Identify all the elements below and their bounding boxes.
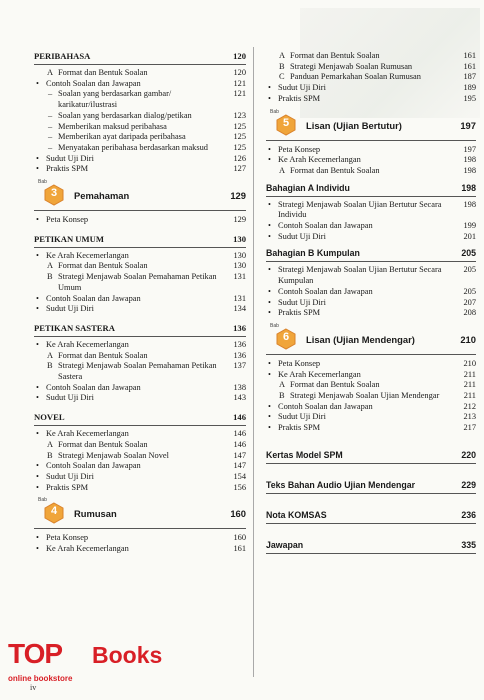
entry-text: • Peta Konsep [46, 215, 89, 225]
appendix-page: 220 [461, 449, 476, 460]
entry-text: • Contoh Soalan dan Jawapan [278, 221, 373, 231]
bab-label: Bab [38, 497, 47, 504]
toc-entry [34, 294, 246, 305]
toc-entry [266, 51, 476, 62]
toc-entry [34, 132, 246, 143]
kumpulan-list [266, 265, 476, 319]
entry-text: • Sudut Uji Diri [278, 412, 326, 422]
entry-page: 189 [463, 83, 476, 93]
chapter-title: Lisan (Ujian Mendengar) [306, 333, 415, 345]
appendix-page: 236 [461, 509, 476, 520]
appendix-page: 229 [461, 479, 476, 490]
left-column [34, 51, 246, 555]
entry-page: 130 [233, 261, 246, 271]
appendix-title: Teks Bahan Audio Ujian Mendengar [266, 479, 416, 490]
toc-entry [266, 308, 476, 319]
toc-entry [266, 200, 476, 221]
entry-letter: A [47, 439, 54, 449]
entry-letter: A [47, 350, 54, 360]
toc-entry [34, 164, 246, 175]
toc-entry [34, 461, 246, 472]
entry-text: • Sudut Uji Diri [46, 393, 94, 403]
entry-page: 213 [463, 412, 476, 422]
toc-entry [34, 393, 246, 404]
entry-text: Panduan Pemarkahan Soalan Rumusan [290, 72, 421, 82]
chapter-title: Lisan (Ujian Bertutur) [306, 119, 402, 131]
entry-text: • Ke Arah Kecemerlangan [46, 250, 129, 260]
entry-page: 127 [233, 164, 246, 174]
entry-text: Format dan Bentuk Soalan [290, 165, 380, 175]
toc-entry [266, 72, 476, 83]
appendix-page: 335 [461, 539, 476, 550]
section-page: 146 [233, 412, 246, 423]
toc-entry [266, 62, 476, 73]
entry-page: 211 [463, 380, 476, 390]
entry-page: 123 [233, 110, 246, 120]
chapter-page: 160 [230, 508, 246, 520]
appendix-entry [266, 510, 476, 524]
entry-page: 217 [463, 423, 476, 433]
toc-entry [266, 287, 476, 298]
entry-text: Strategi Menjawab Soalan Pemahaman Petikan Umum [58, 272, 217, 292]
entry-text: • Contoh Soalan dan Jawapan [46, 382, 141, 392]
section-title: PETIKAN UMUM [34, 233, 104, 244]
entry-letter: A [47, 68, 54, 77]
entry-page: 205 [463, 286, 476, 296]
entry-text: • Praktis SPM [46, 164, 89, 174]
petikan-sastera-list [34, 340, 246, 404]
entry-text: • Sudut Uji Diri [46, 471, 94, 481]
novel-list [34, 429, 246, 493]
section-page: 120 [233, 51, 246, 61]
toc-entry [34, 143, 246, 154]
entry-page: 197 [463, 144, 476, 154]
chapter-4-banner [34, 497, 246, 529]
entry-text: Strategi Menjawab Soalan Rumusan [290, 61, 413, 71]
entry-page: 187 [463, 72, 476, 82]
logo-top-text: TOP [8, 638, 63, 669]
entry-page: 198 [463, 165, 476, 175]
entry-page: 130 [233, 250, 246, 260]
peribahasa-list [34, 68, 246, 175]
toc-entry [34, 483, 246, 494]
appendix-entry [266, 450, 476, 464]
toc-entry [266, 83, 476, 94]
toc-entry [266, 298, 476, 309]
entry-letter: B [279, 61, 285, 71]
toc-entry [34, 79, 246, 90]
entry-text: • Peta Konsep [278, 358, 321, 368]
toc-entry [34, 340, 246, 351]
entry-page: 136 [233, 339, 246, 349]
entry-page: 211 [463, 369, 476, 379]
appendix-entry [266, 540, 476, 554]
entry-page: 131 [233, 293, 246, 303]
entry-page: 199 [463, 221, 476, 231]
section-title: PERIBAHASA [34, 51, 91, 61]
entry-page: 195 [463, 93, 476, 103]
entry-page: 121 [233, 89, 246, 99]
entry-letter: A [279, 51, 286, 60]
logo-books-text: Books [92, 642, 163, 668]
toc-entry [34, 304, 246, 315]
entry-text: • Contoh Soalan dan Jawapan [278, 401, 373, 411]
entry-letter: A [47, 261, 54, 271]
chapter-page: 197 [460, 119, 476, 131]
entry-page: 156 [233, 482, 246, 492]
entry-text: • Sudut Uji Diri [46, 304, 94, 314]
chapter-number: 6 [282, 330, 290, 343]
entry-page: 131 [233, 272, 246, 282]
appendix-entry [266, 480, 476, 494]
chapter-5-list [266, 145, 476, 177]
toc-entry [34, 154, 246, 165]
entry-page: 161 [233, 544, 246, 554]
toc-entry [34, 351, 246, 362]
bab-label: Bab [270, 322, 279, 329]
entry-text: • Praktis SPM [278, 423, 321, 433]
section-page: 205 [461, 248, 476, 259]
section-page: 130 [233, 233, 246, 244]
entry-page: 125 [233, 121, 246, 131]
entry-page: 137 [233, 361, 246, 371]
chapter-number: 3 [50, 187, 58, 200]
entry-page: 146 [233, 429, 246, 439]
toc-entry [34, 533, 246, 544]
toc-entry [266, 145, 476, 156]
section-title: Bahagian A Individu [266, 182, 350, 193]
appendix-title: Nota KOMSAS [266, 509, 327, 520]
entry-page: 212 [463, 401, 476, 411]
toc-entry [34, 472, 246, 483]
logo-subtitle: online bookstore [8, 674, 73, 683]
entry-letter: C [279, 72, 285, 82]
entry-text: • Contoh Soalan dan Jawapan [278, 286, 373, 296]
entry-text: – Memberikan maksud peribahasa [58, 121, 167, 131]
entry-text: – Menyatakan peribahasa berdasarkan maksud [58, 142, 208, 152]
entry-page: 147 [233, 461, 246, 471]
page-number: iv [30, 683, 37, 692]
toc-entry [34, 272, 246, 293]
entry-text: Format dan Bentuk Soalan [58, 439, 148, 449]
section-heading-petikan-sastera [34, 323, 246, 337]
chapter-page: 210 [460, 333, 476, 345]
toc-entry [34, 440, 246, 451]
entry-text: Format dan Bentuk Soalan [290, 380, 380, 390]
entry-page: 160 [233, 533, 246, 543]
toc-entry [34, 251, 246, 262]
toc-entry [34, 429, 246, 440]
section-page: 198 [461, 182, 476, 193]
section-heading-petikan-umum [34, 234, 246, 248]
appendix-list [266, 450, 476, 554]
bab-label: Bab [38, 179, 47, 186]
toc-entry [266, 391, 476, 402]
section-title: Bahagian B Kumpulan [266, 248, 360, 259]
entry-page: 121 [233, 78, 246, 88]
entry-page: 201 [463, 231, 476, 241]
entry-text: • Ke Arah Kecemerlangan [278, 155, 361, 165]
entry-text: Strategi Menjawab Soalan Ujian Mendengar [290, 391, 440, 401]
rumusan-continued-list [266, 51, 476, 105]
entry-text: Strategi Menjawab Soalan Novel [58, 450, 169, 460]
appendix-title: Jawapan [266, 539, 304, 550]
entry-text: • Praktis SPM [278, 308, 321, 318]
appendix-title: Kertas Model SPM [266, 449, 343, 460]
entry-page: 138 [233, 382, 246, 392]
toc-entry [34, 215, 246, 226]
entry-text: • Praktis SPM [278, 93, 321, 103]
entry-text: • Contoh Soalan dan Jawapan [46, 293, 141, 303]
entry-text: Strategi Menjawab Soalan Pemahaman Petikan Sastera [58, 361, 217, 382]
entry-page: 161 [463, 61, 476, 71]
entry-page: 161 [463, 51, 476, 60]
petikan-umum-list [34, 251, 246, 315]
chapter-page: 129 [230, 190, 246, 202]
entry-letter: B [47, 361, 53, 371]
toc-entry [34, 111, 246, 122]
entry-text: • Sudut Uji Diri [278, 83, 326, 93]
entry-page: 120 [233, 68, 246, 77]
entry-text: • Sudut Uji Diri [46, 153, 94, 163]
chapter-number: 4 [50, 505, 58, 518]
entry-page: 146 [233, 439, 246, 449]
section-title: NOVEL [34, 412, 65, 423]
entry-text: Format dan Bentuk Soalan [58, 68, 148, 77]
toc-entry [34, 544, 246, 555]
entry-text: • Sudut Uji Diri [278, 231, 326, 241]
entry-text: • Peta Konsep [278, 144, 321, 154]
entry-text: • Praktis SPM [46, 482, 89, 492]
entry-text: • Contoh Soalan dan Jawapan [46, 78, 141, 88]
entry-page: 129 [233, 215, 246, 225]
toc-entry [266, 166, 476, 177]
entry-text: • Ke Arah Kecemerlangan [46, 339, 129, 349]
entry-page: 147 [233, 450, 246, 460]
entry-page: 210 [463, 358, 476, 368]
toc-entry [34, 89, 246, 110]
toc-entry [266, 94, 476, 105]
entry-page: 125 [233, 142, 246, 152]
entry-text: • Contoh Soalan dan Jawapan [46, 461, 141, 471]
entry-page: 143 [233, 393, 246, 403]
toc-entry [266, 232, 476, 243]
entry-page: 154 [233, 471, 246, 481]
entry-text: Format dan Bentuk Soalan [290, 51, 380, 60]
entry-text: – Soalan yang berdasarkan gambar/ karikatur/ilustrasi [58, 89, 172, 110]
section-heading-individu [266, 183, 476, 197]
section-heading-peribahasa [34, 51, 246, 65]
toc-entry [34, 261, 246, 272]
section-title: PETIKAN SASTERA [34, 322, 115, 333]
toc-entry [266, 370, 476, 381]
chapter-3-banner [34, 179, 246, 211]
chapter-3-list [34, 215, 246, 226]
entry-letter: A [279, 165, 286, 175]
column-divider [253, 47, 254, 677]
entry-page: 211 [463, 391, 476, 401]
section-page: 136 [233, 322, 246, 333]
entry-text: – Memberikan ayat daripada peribahasa [58, 132, 186, 142]
toc-entry [266, 423, 476, 434]
entry-text: • Strategi Menjawab Soalan Ujian Bertutur Secara Kumpulan [278, 265, 442, 286]
entry-text: • Sudut Uji Diri [278, 297, 326, 307]
entry-page: 125 [233, 132, 246, 142]
toc-entry [266, 221, 476, 232]
entry-letter: B [47, 450, 53, 460]
toc-entry [266, 155, 476, 166]
chapter-title: Rumusan [74, 508, 117, 520]
entry-page: 208 [463, 308, 476, 318]
entry-text: • Peta Konsep [46, 533, 89, 543]
entry-page: 126 [233, 153, 246, 163]
toc-entry [34, 451, 246, 462]
entry-page: 205 [463, 265, 476, 275]
entry-text: Format dan Bentuk Soalan [58, 261, 148, 271]
entry-text: • Strategi Menjawab Soalan Ujian Bertutur Secara Individu [278, 199, 442, 220]
toc-entry [266, 380, 476, 391]
bab-label: Bab [270, 108, 279, 115]
chapter-4-list [34, 533, 246, 554]
toc-entry [266, 265, 476, 286]
entry-page: 198 [463, 155, 476, 165]
toc-entry [34, 122, 246, 133]
chapter-6-banner [266, 322, 476, 355]
individu-list [266, 200, 476, 243]
entry-page: 134 [233, 304, 246, 314]
entry-text: – Soalan yang berdasarkan dialog/petikan [58, 110, 192, 120]
toc-entry [34, 361, 246, 382]
entry-page: 198 [463, 199, 476, 209]
chapter-number: 5 [282, 116, 290, 129]
entry-text: • Ke Arah Kecemerlangan [46, 429, 129, 439]
toc-entry [34, 68, 246, 79]
entry-letter: B [47, 272, 53, 282]
entry-text: Format dan Bentuk Soalan [58, 350, 148, 360]
entry-letter: B [279, 391, 285, 401]
section-heading-kumpulan [266, 248, 476, 262]
right-column [266, 51, 476, 554]
entry-letter: A [279, 380, 286, 390]
entry-text: • Ke Arah Kecemerlangan [46, 544, 129, 554]
chapter-5-banner [266, 108, 476, 141]
toc-entry [266, 359, 476, 370]
toc-entry [34, 383, 246, 394]
chapter-6-list [266, 359, 476, 434]
chapter-title: Pemahaman [74, 190, 130, 202]
entry-text: • Ke Arah Kecemerlangan [278, 369, 361, 379]
entry-page: 136 [233, 350, 246, 360]
toc-entry [266, 412, 476, 423]
section-heading-novel [34, 412, 246, 426]
toc-entry [266, 402, 476, 413]
entry-page: 207 [463, 297, 476, 307]
